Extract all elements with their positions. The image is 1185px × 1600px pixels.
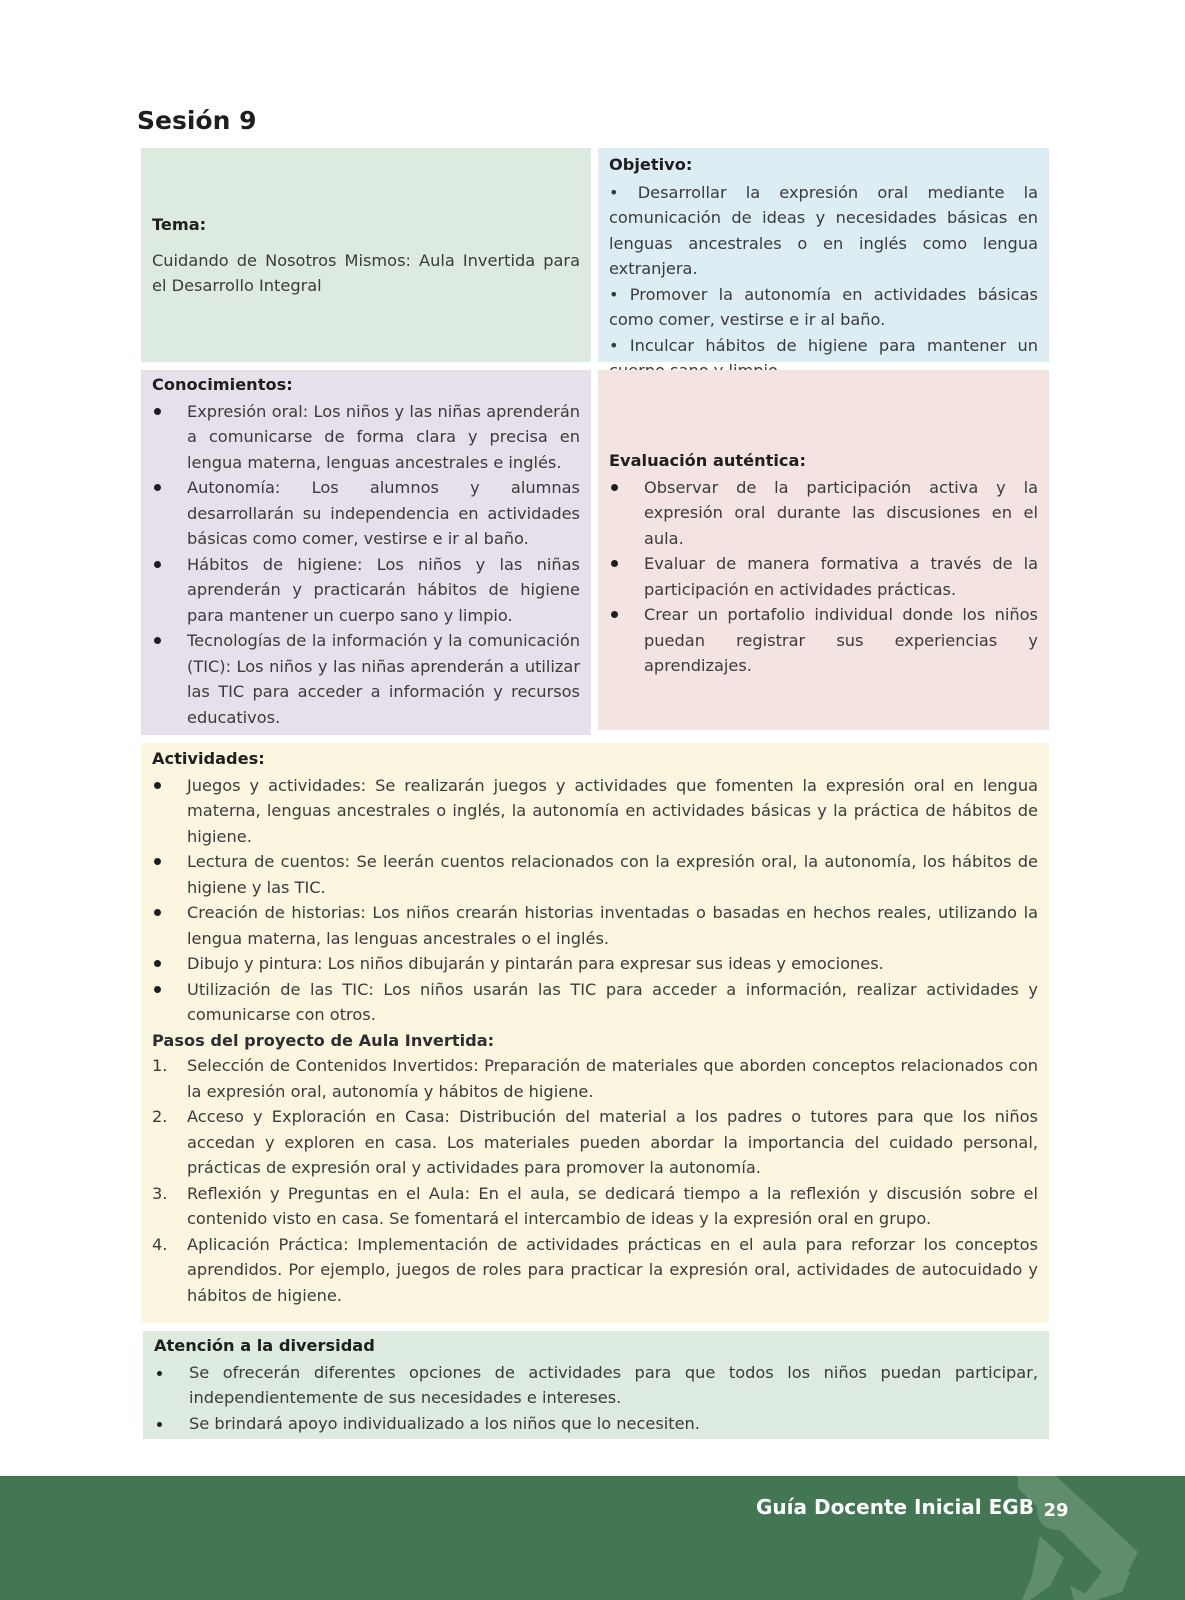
evaluacion-box bbox=[598, 370, 1049, 730]
pasos-heading: Pasos del proyecto de Aula Invertida: bbox=[152, 1030, 495, 1050]
list-item: Autonomía: Los alumnos y alumnas desarrollarán su independencia en actividades básicas como comer, vestirse e ir al baño. bbox=[152, 475, 580, 552]
item-number: 3. bbox=[152, 1183, 168, 1203]
list-item: Tecnologías de la información y la comunicación (TIC): Los niños y las niñas aprenderán a utilizar las TIC para acceder a información y recursos educativos. bbox=[152, 628, 580, 730]
objetivo-item: • Promover la autonomía en actividades básicas como comer, vestirse e ir al baño. bbox=[609, 284, 1038, 329]
item-number: 2. bbox=[152, 1107, 168, 1126]
list-item: Utilización de las TIC: Los niños usarán las TIC para acceder a información, realizar actividades y comunicarse con otros. bbox=[152, 977, 1038, 1028]
rocket-icon bbox=[1010, 1476, 1180, 1600]
numbered-item bbox=[152, 1181, 1038, 1232]
diversidad-box bbox=[143, 1331, 1049, 1439]
item-text: Aplicación Práctica: Implementación de actividades prácticas en el aula para reforzar los conceptos aprendidos. Por ejemplo, juegos de roles para practicar la expresión oral, actividades de autocuidado y hábitos de higiene. bbox=[187, 1234, 1038, 1305]
item-number: 4. bbox=[152, 1234, 168, 1254]
item-text: Selección de Contenidos Invertidos: Preparación de materiales que aborden conceptos relacionados con la expresión oral, autonomía y hábitos de higiene. bbox=[187, 1056, 1038, 1101]
page-title: Sesión 9 bbox=[137, 106, 257, 135]
list-item: Observar de la participación activa y la expresión oral durante las discusiones en el aula. bbox=[609, 475, 1038, 552]
list-item: Hábitos de higiene: Los niños y las niñas aprenderán y practicarán hábitos de higiene para mantener un cuerpo sano y limpio. bbox=[152, 552, 580, 629]
conocimientos-list bbox=[152, 399, 580, 731]
list-item: Se brindará apoyo individualizado a los niños que lo necesiten. bbox=[154, 1411, 1038, 1437]
tema-text: Cuidando de Nosotros Mismos: Aula Invertida para el Desarrollo Integral bbox=[152, 250, 580, 295]
list-item: Lectura de cuentos: Se leerán cuentos relacionados con la expresión oral, la autonomía, los hábitos de higiene y las TIC. bbox=[152, 849, 1038, 900]
objetivo-item: • Inculcar hábitos de higiene para mantener un bbox=[609, 335, 1038, 355]
list-item: Dibujo y pintura: Los niños dibujarán y pintarán para expresar sus ideas y emociones. bbox=[152, 951, 1038, 977]
diversidad-list bbox=[154, 1360, 1038, 1437]
actividades-box bbox=[141, 743, 1049, 1323]
tema-box bbox=[141, 148, 591, 362]
item-number: 1. bbox=[152, 1056, 168, 1075]
footer-title: Guía Docente Inicial EGB bbox=[756, 1495, 1034, 1519]
list-item: Juegos y actividades: Se realizarán juegos y actividades que fomenten la expresión oral en lengua materna, lenguas ancestrales o inglés, la autonomía en actividades básicas y la práctica de hábitos de higiene. bbox=[152, 773, 1038, 850]
list-item: Se ofrecerán diferentes opciones de actividades para que todos los niños puedan participar, independientemente de sus necesidades e intereses. bbox=[154, 1360, 1038, 1411]
list-item: Expresión oral: Los niños y las niñas aprenderán a comunicarse de forma clara y precisa en lengua materna, lenguas ancestrales e inglés. bbox=[152, 399, 580, 476]
numbered-item bbox=[152, 1104, 1038, 1181]
item-text: Reflexión y Preguntas en el Aula: En el aula, se dedicará tiempo a la reflexión y discusión sobre el contenido visto en casa. Se fomentará el intercambio de ideas y la expresión oral en grupo. bbox=[187, 1183, 1038, 1228]
evaluacion-list bbox=[609, 475, 1038, 679]
list-item: Creación de historias: Los niños crearán historias inventadas o basadas en hechos reales, utilizando la lengua materna, las lenguas ancestrales o el inglés. bbox=[152, 900, 1038, 951]
objetivo-item: • Desarrollar la expresión oral mediante la comunicación de ideas y necesidades básicas en lenguas ancestrales o en inglés como lengua extranjera. bbox=[609, 182, 1038, 278]
numbered-item bbox=[152, 1053, 1038, 1104]
list-item: Evaluar de manera formativa a través de la participación en actividades prácticas. bbox=[609, 551, 1038, 602]
objetivo-heading: Objetivo: bbox=[609, 155, 693, 174]
evaluacion-heading: Evaluación auténtica: bbox=[609, 451, 806, 470]
tema-heading: Tema: bbox=[152, 215, 207, 234]
actividades-list bbox=[152, 773, 1038, 1028]
objetivo-box bbox=[598, 148, 1049, 362]
actividades-heading: Actividades: bbox=[152, 749, 265, 768]
page-number: 29 bbox=[1037, 1492, 1075, 1530]
item-text: Acceso y Exploración en Casa: Distribución del material a los padres o tutores para que los niños accedan y exploren en casa. Los materiales pueden abordar la importancia del cuidado personal, prácticas de expresión oral y actividades para promover la autonomía. bbox=[187, 1107, 1038, 1177]
numbered-item bbox=[152, 1232, 1038, 1309]
conocimientos-box bbox=[141, 370, 591, 735]
list-item: Crear un portafolio individual donde los niños puedan registrar sus experiencias y aprendizajes. bbox=[609, 602, 1038, 679]
pasos-list bbox=[152, 1053, 1038, 1308]
diversidad-heading: Atención a la diversidad bbox=[154, 1336, 375, 1355]
conocimientos-heading: Conocimientos: bbox=[152, 375, 293, 394]
page-footer bbox=[0, 1476, 1185, 1600]
